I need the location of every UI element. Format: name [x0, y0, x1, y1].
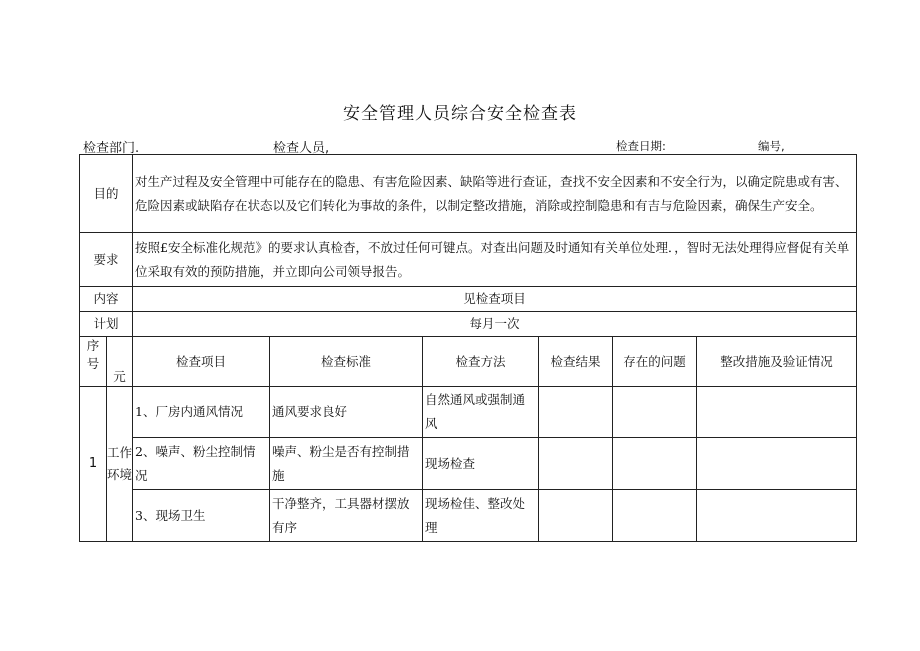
- method-cell: 现场检查: [423, 438, 539, 490]
- purpose-text: 对生产过程及安全管理中可能存在的隐患、有害危险因素、缺陷等进行查证，查找不安全因素和不安全行为，以确定院患或有害、危险因素或缺陷存在状态以及它们转化为事故的条件，以制定整改措施，消除或控制隐患和有吉与危险因素，确保生产安全。: [133, 155, 857, 233]
- method-cell: 现场检佳、整改处理: [423, 490, 539, 542]
- group-unit: [107, 387, 133, 542]
- content-label: 内容: [80, 287, 133, 312]
- purpose-label: 目的: [80, 155, 133, 233]
- requirement-label: 要求: [80, 233, 133, 287]
- content-row: [80, 287, 857, 312]
- result-header: 检查结果: [539, 337, 613, 387]
- item-header: 检查项目: [133, 337, 270, 387]
- group-unit-line2: 环境: [107, 467, 133, 482]
- content-value: 见检查项目: [133, 287, 857, 312]
- table-row: [80, 387, 857, 438]
- table-row: [80, 490, 857, 542]
- rectification-cell[interactable]: [697, 438, 857, 490]
- standard-cell: 噪声、粉尘是否有控制措施: [270, 438, 423, 490]
- page-title: 安全管理人员综合安全检查表: [343, 104, 577, 124]
- rectification-cell[interactable]: [697, 387, 857, 438]
- plan-row: [80, 312, 857, 337]
- standard-cell: 通风要求良好: [270, 387, 423, 438]
- requirement-text: 按照£安全标准化规范》的要求认真检杳，不放过任何可键点。对查出问题及时通知有关单位处理．，智时无法处理得应督促有关单位采取有效的预防措施，并立即向公司领导报告。: [133, 233, 857, 287]
- column-header-row: [80, 337, 857, 387]
- inspector-label: 检查人员,: [273, 141, 330, 156]
- purpose-row: [80, 155, 857, 233]
- plan-value: 每月一次: [133, 312, 857, 337]
- issues-cell[interactable]: [613, 387, 697, 438]
- unit-header: 元: [107, 337, 133, 387]
- result-cell[interactable]: [539, 438, 613, 490]
- rectification-header: 整改措施及验证情况: [697, 337, 857, 387]
- date-label: 检查日期:: [616, 139, 666, 153]
- method-cell: 自然通风或强制通风: [423, 387, 539, 438]
- issues-header: 存在的问题: [613, 337, 697, 387]
- requirement-row: [80, 233, 857, 287]
- plan-label: 计划: [80, 312, 133, 337]
- issues-cell[interactable]: [613, 438, 697, 490]
- number-label: 编号,: [758, 139, 785, 153]
- rectification-cell[interactable]: [697, 490, 857, 542]
- item-cell: 3、现场卫生: [133, 490, 270, 542]
- group-number: 1: [80, 387, 107, 542]
- standard-cell: 干净整齐，工具器材摆放有序: [270, 490, 423, 542]
- item-cell: 1、厂房内通风情况: [133, 387, 270, 438]
- item-cell: 2、噪声、粉尘控制情况: [133, 438, 270, 490]
- method-header: 检查方法: [423, 337, 539, 387]
- issues-cell[interactable]: [613, 490, 697, 542]
- result-cell[interactable]: [539, 490, 613, 542]
- department-label: 检查部门.: [83, 141, 140, 156]
- group-unit-line1: 工作: [107, 445, 133, 460]
- inspection-table: [79, 154, 857, 542]
- result-cell[interactable]: [539, 387, 613, 438]
- seq-header: 序号: [80, 337, 107, 387]
- standard-header: 检查标准: [270, 337, 423, 387]
- table-row: [80, 438, 857, 490]
